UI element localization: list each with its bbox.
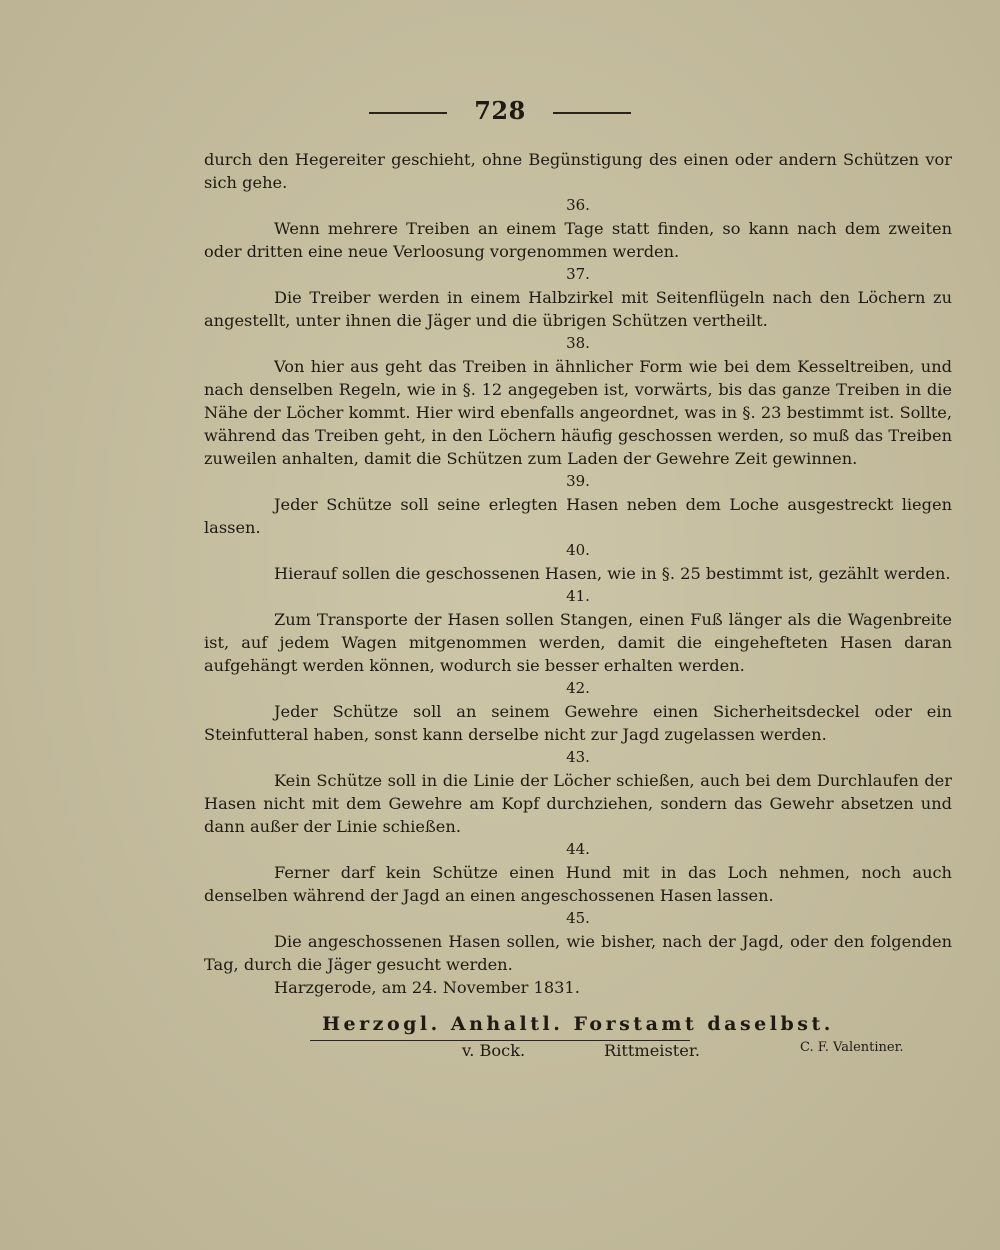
- clerk-signature: C. F. Valentiner.: [800, 1040, 904, 1055]
- signatory-name: v. Bock.: [462, 1041, 526, 1060]
- paragraph: Zum Transporte der Hasen sollen Stangen, einen Fuß länger als die Wagenbreite ist, auf jedem Wagen mitgenommen werden, damit die eingehefteten Hasen daran aufgehängt werden können, wodurch sie besser erhalten werden.: [204, 610, 952, 675]
- section-number: 41.: [566, 587, 590, 605]
- page-number: 728: [474, 96, 526, 125]
- paragraph: Von hier aus geht das Treiben in ähnlicher Form wie bei dem Kesseltreiben, und nach denselben Regeln, wie in §. 12 angegeben ist, vorwärts, bis das ganze Treiben in die Nähe der Löcher kommt. Hier wird ebenfalls angeordnet, was in §. 23 bestimmt ist. Sollte, während das Treiben geht, in den Löchern häufig geschossen werden, so muß das Treiben zuweilen anhalten, damit die Schützen zum Laden der Gewehre Zeit gewinnen.: [204, 357, 952, 468]
- issuing-office: Herzogl. Anhaltl. Forstamt daselbst.: [322, 1013, 834, 1035]
- section-number: 38.: [566, 334, 590, 352]
- section-number: 37.: [566, 265, 590, 283]
- header-rule-right: [553, 112, 631, 114]
- section-number: 44.: [566, 840, 590, 858]
- paragraph: Ferner darf kein Schütze einen Hund mit in das Loch nehmen, noch auch denselben während der Jagd an einen angeschossenen Hasen lassen.: [204, 863, 952, 905]
- paragraph: Jeder Schütze soll an seinem Gewehre einen Sicherheitsdeckel oder ein Steinfutteral haben, sonst kann derselbe nicht zur Jagd zugelassen werden.: [204, 702, 952, 744]
- paragraph: Hierauf sollen die geschossenen Hasen, wie in §. 25 bestimmt ist, gezählt werden.: [274, 564, 951, 583]
- body-text: [204, 148, 952, 1063]
- section-number: 36.: [566, 196, 590, 214]
- section-number: 43.: [566, 748, 590, 766]
- paragraph: durch den Hegereiter geschieht, ohne Begünstigung des einen oder andern Schützen vor sich gehe.: [204, 150, 952, 192]
- paragraph: Die angeschossenen Hasen sollen, wie bisher, nach der Jagd, oder den folgenden Tag, durch die Jäger gesucht werden.: [204, 932, 952, 974]
- paragraph: Die Treiber werden in einem Halbzirkel mit Seitenflügeln nach den Löchern zu angestellt, unter ihnen die Jäger und die übrigen Schützen vertheilt.: [204, 288, 952, 330]
- section-number: 39.: [566, 472, 590, 490]
- paragraph: Jeder Schütze soll seine erlegten Hasen neben dem Loche ausgestreckt liegen lassen.: [204, 495, 952, 537]
- paragraph: Wenn mehrere Treiben an einem Tage statt finden, so kann nach dem zweiten oder dritten eine neue Verloosung vorgenommen werden.: [204, 219, 952, 261]
- section-number: 42.: [566, 679, 590, 697]
- header-rule-left: [369, 112, 447, 114]
- page-header: [0, 96, 1000, 125]
- date-line: Harzgerode, am 24. November 1831.: [274, 978, 580, 997]
- section-number: 40.: [566, 541, 590, 559]
- signatory-title: Rittmeister.: [604, 1041, 700, 1060]
- signature-rule: [310, 1040, 690, 1041]
- paragraph: Kein Schütze soll in die Linie der Löcher schießen, auch bei dem Durchlaufen der Hasen nicht mit dem Gewehre am Kopf durchziehen, sondern das Gewehr absetzen und dann außer der Linie schießen.: [204, 771, 952, 836]
- section-number: 45.: [566, 909, 590, 927]
